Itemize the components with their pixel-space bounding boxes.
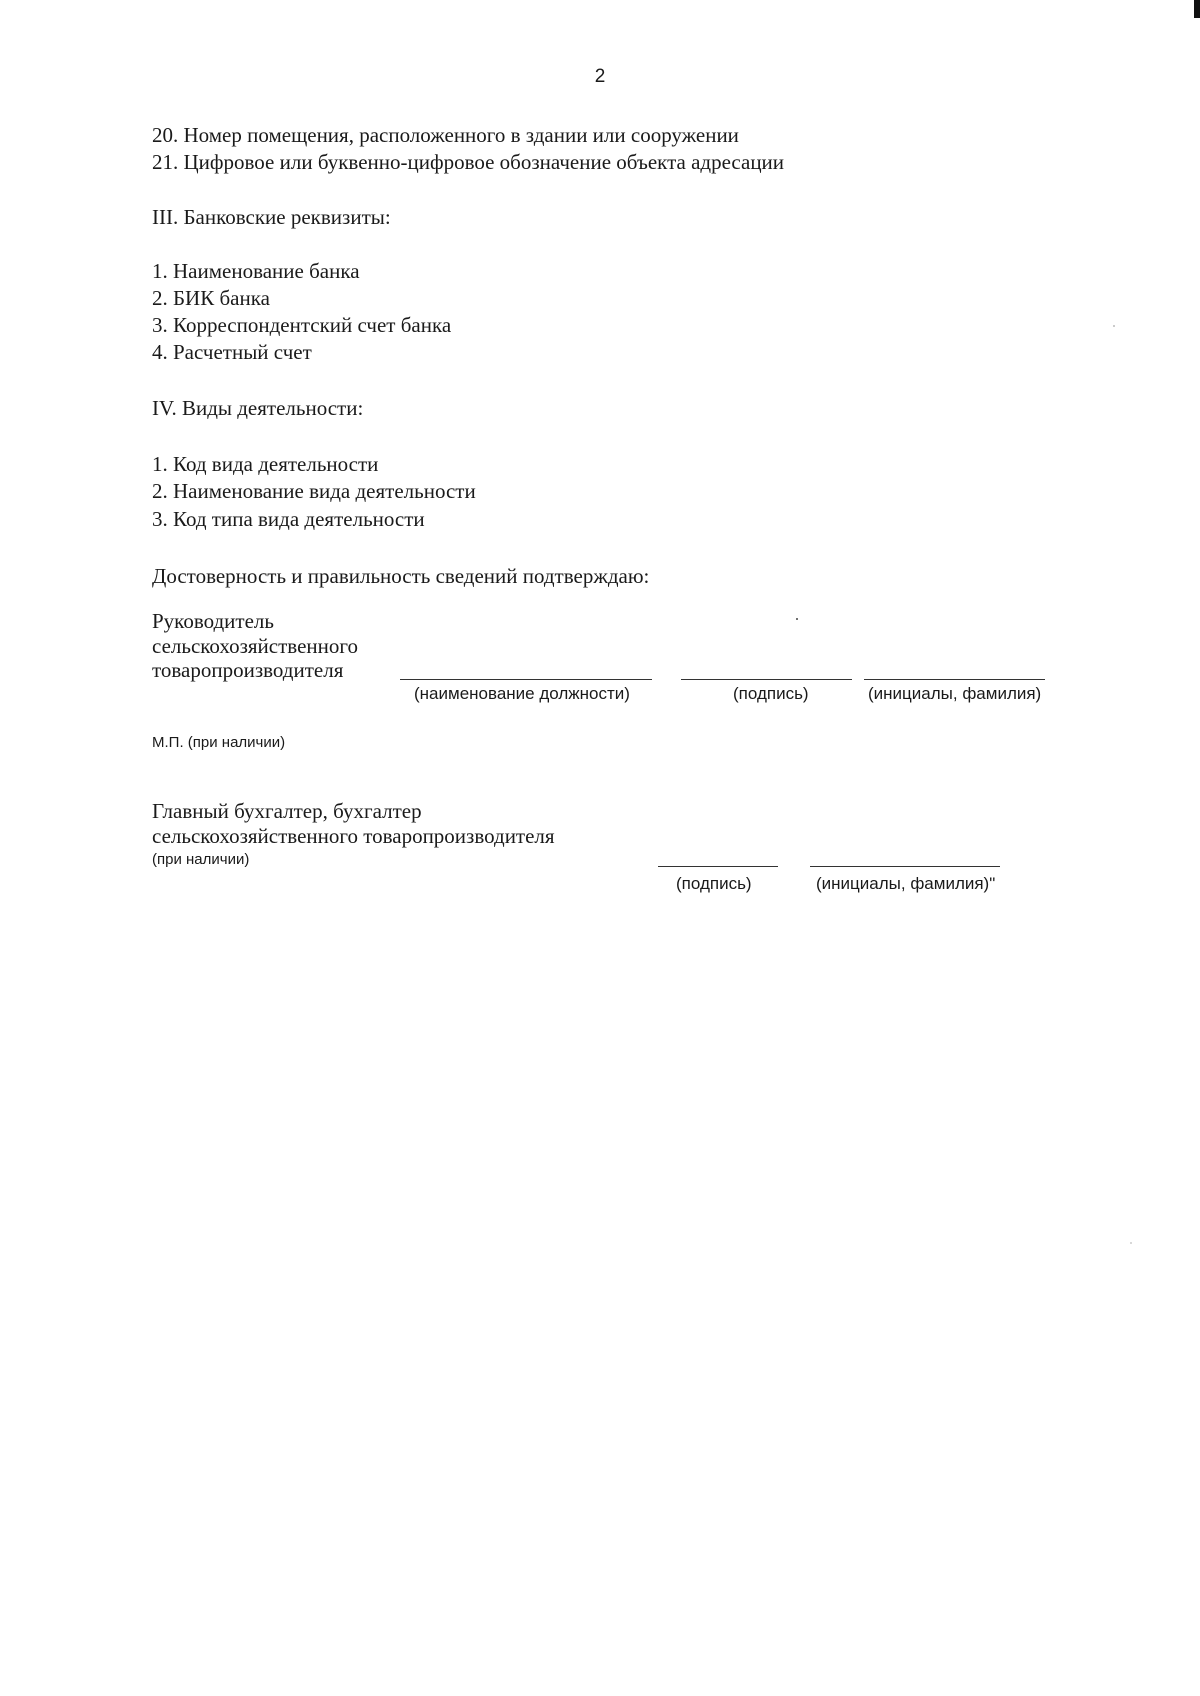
scan-speck: [796, 618, 798, 620]
activity-item-1: 1. Код вида деятельности: [152, 452, 379, 476]
accountant-signature-caption: (подпись): [676, 874, 752, 893]
head-title-line-1: Руководитель: [152, 609, 274, 633]
accountant-name-caption: (инициалы, фамилия)": [816, 874, 996, 893]
accountant-name-signature-line: [810, 866, 1000, 867]
bank-item-3: 3. Корреспондентский счет банка: [152, 313, 452, 337]
head-position-caption: (наименование должности): [414, 684, 630, 703]
head-signature-line: [681, 679, 852, 680]
head-name-caption: (инициалы, фамилия): [868, 684, 1042, 703]
confirmation-statement: Достоверность и правильность сведений подтверждаю:: [152, 564, 650, 588]
address-item-20: 20. Номер помещения, расположенного в здании или сооружении: [152, 123, 739, 147]
bank-section-heading: III. Банковские реквизиты:: [152, 205, 391, 229]
head-title-line-3: товаропроизводителя: [152, 658, 344, 682]
accountant-title-line-1: Главный бухгалтер, бухгалтер: [152, 799, 422, 823]
bank-item-1: 1. Наименование банка: [152, 259, 360, 283]
accountant-title-line-2: сельскохозяйственного товаропроизводителя: [152, 824, 555, 848]
head-signature-caption: (подпись): [733, 684, 809, 703]
page-number: 2: [594, 66, 606, 87]
accountant-note: (при наличии): [152, 851, 250, 868]
head-title-line-2: сельскохозяйственного: [152, 634, 358, 658]
activity-item-3: 3. Код типа вида деятельности: [152, 507, 425, 531]
head-position-signature-line: [400, 679, 652, 680]
activity-item-2: 2. Наименование вида деятельности: [152, 479, 476, 503]
bank-item-2: 2. БИК банка: [152, 286, 270, 310]
scan-edge-mark: [1194, 0, 1200, 18]
head-name-signature-line: [864, 679, 1045, 680]
address-item-21: 21. Цифровое или буквенно-цифровое обозначение объекта адресации: [152, 150, 785, 174]
scan-speck: [1130, 1242, 1132, 1244]
accountant-signature-line: [658, 866, 778, 867]
activity-section-heading: IV. Виды деятельности:: [152, 396, 364, 420]
scan-speck: [1113, 325, 1115, 327]
seal-note: М.П. (при наличии): [152, 734, 286, 751]
bank-item-4: 4. Расчетный счет: [152, 340, 312, 364]
